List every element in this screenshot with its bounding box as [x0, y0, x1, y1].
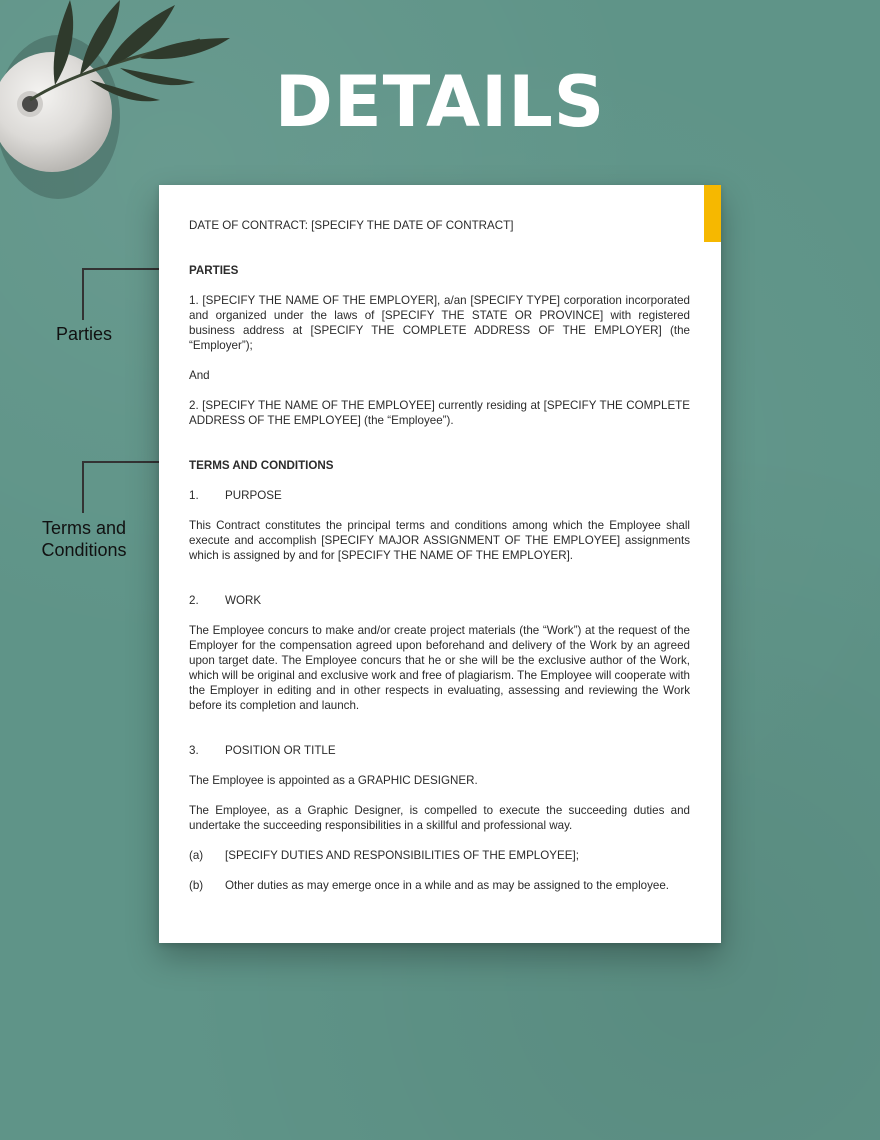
- and-connector: And: [189, 369, 210, 382]
- position-paragraph-1: The Employee is appointed as a GRAPHIC DESIGNER.: [189, 774, 478, 787]
- document-content: [189, 218, 690, 893]
- terms-heading: TERMS AND CONDITIONS: [189, 459, 334, 472]
- list-item-text: Other duties as may emerge once in a while and as may be assigned to the employee.: [225, 879, 670, 892]
- work-paragraph: The Employee concurs to make and/or create project materials (the “Work”) at the request of the Employer for the compensation agreed upon beforehand and delivery of the Work by an agreed upon target date. The Employee concurs that he or she will be the exclusive author of the Work, which will be original and exclusive work and free of plagiarism. The Employee will cooperate with the Employer in editing and in other respects in evaluating, assessing and reviewing the Work before its completion and launch.: [189, 624, 690, 712]
- section-number: 3.: [189, 744, 199, 757]
- position-paragraph-2: The Employee, as a Graphic Designer, is compelled to execute the succeeding duties and undertake the succeeding responsibilities in a skillful and professional way.: [189, 804, 690, 832]
- list-item-label: (b): [189, 879, 204, 892]
- parties-heading: PARTIES: [189, 264, 239, 277]
- page-heading: DETAILS: [274, 61, 606, 143]
- terms-callout-text-line2: Conditions: [41, 540, 127, 560]
- date-of-contract: DATE OF CONTRACT: [SPECIFY THE DATE OF CONTRACT]: [189, 219, 514, 232]
- terms-callout-text-line1: Terms and: [41, 518, 127, 538]
- section-title: PURPOSE: [225, 489, 282, 502]
- parties-callout-label: [34, 323, 134, 345]
- yellow-accent-tab: [704, 185, 721, 242]
- purpose-paragraph: This Contract constitutes the principal terms and conditions among which the Employee shall execute and accomplish [SPECIFY MAJOR ASSIGNMENT OF THE EMPLOYEE] assignments which is assigned by and for [SPECIFY THE NAME OF THE EMPLOYER].: [189, 519, 690, 562]
- contract-document-page: [159, 185, 721, 943]
- list-item-b: [189, 878, 690, 893]
- section-number: 2.: [189, 594, 199, 607]
- section-work-title: [189, 593, 690, 608]
- section-title: WORK: [225, 594, 262, 607]
- list-item-label: (a): [189, 849, 204, 862]
- parties-callout-text: Parties: [55, 324, 113, 344]
- section-position-title: [189, 743, 690, 758]
- list-item-a: [189, 848, 690, 863]
- terms-callout-label: [24, 517, 144, 561]
- party-employee-paragraph: 2. [SPECIFY THE NAME OF THE EMPLOYEE] currently residing at [SPECIFY THE COMPLETE ADDRESS OF THE EMPLOYEE] (the “Employee”).: [189, 399, 690, 427]
- section-number: 1.: [189, 489, 199, 502]
- section-title: POSITION OR TITLE: [225, 744, 336, 757]
- section-purpose-title: [189, 488, 690, 503]
- party-employer-paragraph: 1. [SPECIFY THE NAME OF THE EMPLOYER], a/an [SPECIFY TYPE] corporation incorporated and organized under the laws of [SPECIFY THE STATE OR PROVINCE] with registered business address at [SPECIFY THE COMPLETE ADDRESS OF THE EMPLOYER] (the “Employer”);: [189, 294, 690, 352]
- list-item-text: [SPECIFY DUTIES AND RESPONSIBILITIES OF THE EMPLOYEE];: [225, 849, 579, 862]
